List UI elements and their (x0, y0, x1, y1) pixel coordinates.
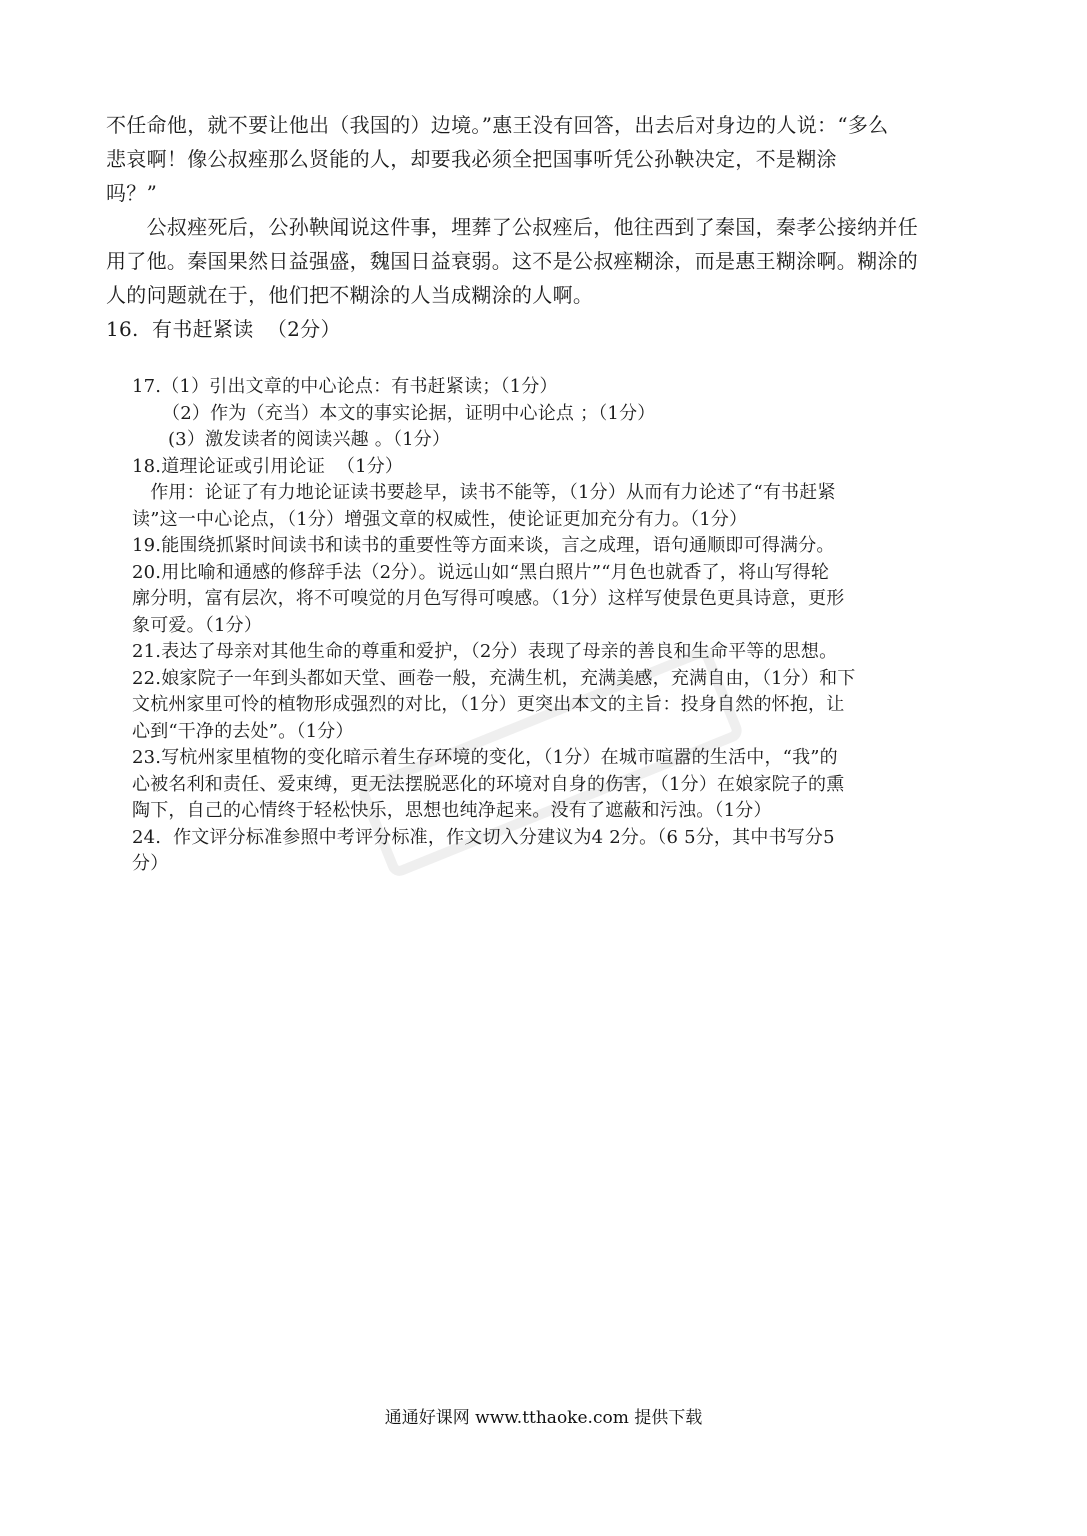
answer-line: 17.（1）引出文章的中心论点：有书赶紧读；（1分） (132, 376, 558, 397)
answer-line: （2）作为（充当）本文的事实论据，证明中心论点 ；（1分） (132, 402, 656, 424)
question-16-answer: 16. 有书赶紧读 （2分） (106, 317, 341, 341)
passage-line: 悲哀啊！像公叔痤那么贤能的人，却要我必须全把国事听凭公孙鞅决定，不是糊涂 (106, 147, 837, 171)
answer-line: 18.道理论证或引用论证 （1分） (132, 455, 404, 477)
answer-line: 22.娘家院子一年到头都如天堂、画卷一般，充满生机，充满美感，充满自由，（1分）和下 (132, 667, 856, 689)
passage-line: 吗？” (106, 181, 158, 205)
passage-line: 用了他。秦国果然日益强盛，魏国日益衰弱。这不是公叔痤糊涂，而是惠王糊涂啊。糊涂的 (106, 249, 918, 273)
answer-line: 21.表达了母亲对其他生命的尊重和爱护，（2分）表现了母亲的善良和生命平等的思想。 (132, 641, 838, 662)
answer-line: 分） (132, 853, 169, 874)
answer-line: 读”这一中心论点，（1分）增强文章的权威性，使论证更加充分有力。（1分） (132, 508, 748, 530)
answer-line: 23.写杭州家里植物的变化暗示着生存环境的变化，（1分）在城市喧嚣的生活中，“我”的 (132, 747, 838, 768)
answer-line: 象可爱。（1分） (132, 614, 263, 636)
answer-line: 廓分明，富有层次，将不可嗅觉的月色写得可嗅感。（1分）这样写使景色更具诗意，更形 (132, 588, 845, 609)
page-footer: 通通好课网 www.tthaoke.com 提供下载 (384, 1408, 703, 1428)
answer-line: 心到“干净的去处”。（1分） (132, 720, 354, 742)
answer-line: 20.用比喻和通感的修辞手法（2分）。说远山如“黑白照片”“月色也就香了，将山写得轮 (132, 561, 830, 583)
answer-line: 文杭州家里可怜的植物形成强烈的对比，（1分）更突出本文的主旨：投身自然的怀抱，让 (132, 694, 845, 715)
passage-line: 人的问题就在于，他们把不糊涂的人当成糊涂的人啊。 (106, 283, 594, 307)
answer-line: 心被名利和责任、爱束缚，更无法摆脱恶化的环境对自身的伤害，（1分）在娘家院子的熏 (132, 773, 845, 795)
answer-line: 19.能围绕抓紧时间读书和读书的重要性等方面来谈，言之成理，语句通顺即可得满分。 (132, 535, 835, 556)
answer-line: 24. 作文评分标准参照中考评分标准，作文切入分建议为4 2分。（6 5分，其中书写分5 (132, 826, 835, 848)
passage-block (106, 108, 986, 346)
answer-line: 陶下，自己的心情终于轻松快乐，思想也纯净起来。没有了遮蔽和污浊。（1分） (132, 800, 772, 821)
answer-line: 作用：论证了有力地论证读书要趁早，读书不能等，（1分）从而有力论述了“有书赶紧 (132, 482, 836, 503)
passage-line: 公叔痤死后，公孙鞅闻说这件事，埋葬了公叔痤后，他往西到了秦国，秦孝公接纳并任 (106, 215, 918, 239)
answer-line: (3）激发读者的阅读兴趣 。（1分） (132, 429, 451, 450)
passage-line: 不任命他，就不要让他出（我国的）边境。”惠王没有回答，出去后对身边的人说：“多么 (106, 113, 889, 137)
answer-key-block (132, 374, 952, 878)
